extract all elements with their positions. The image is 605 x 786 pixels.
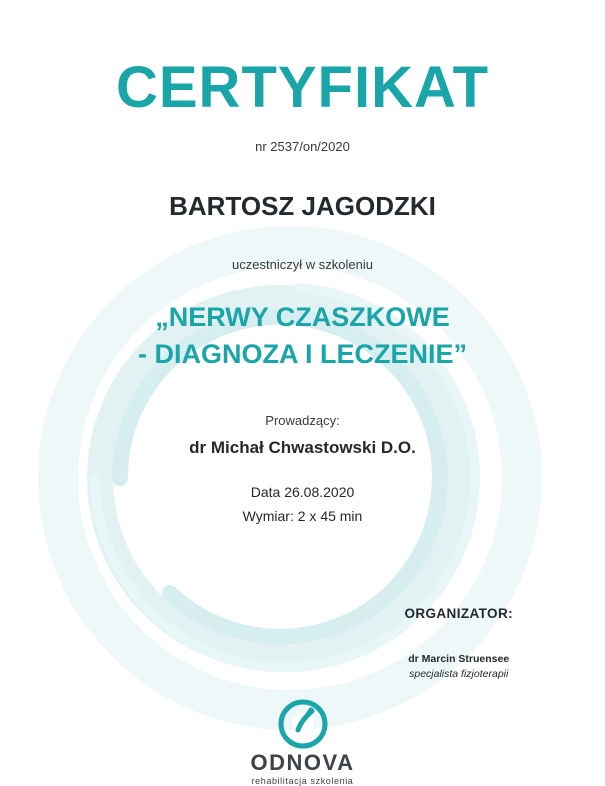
lead-name: dr Michał Chwastowski D.O. (189, 438, 416, 458)
duration-line: Wymiar: 2 x 45 min (242, 508, 363, 525)
odnova-ring-icon (277, 698, 329, 750)
organizer-block (404, 606, 513, 680)
course-title-line-1: „NERWY CZASZKOWE (155, 301, 450, 332)
odnova-logo (223, 698, 383, 786)
page-title: CERTYFIKAT (115, 55, 489, 120)
organizer-label: ORGANIZATOR: (404, 606, 513, 621)
lead-label: Prowadzący: (265, 413, 340, 429)
participation-text: uczestniczył w szkoleniu (232, 256, 373, 272)
certificate-number: nr 2537/on/2020 (255, 138, 350, 154)
date-line: Data 26.08.2020 (250, 484, 355, 501)
recipient-name: BARTOSZ JAGODZKI (169, 190, 436, 221)
organizer-name: dr Marcin Struensee (408, 653, 510, 665)
course-title (0, 299, 605, 374)
organizer-role: specjalista fizjoterapii (409, 668, 509, 680)
logo-tagline: rehabilitacja szkolenia (251, 776, 354, 786)
logo-name: ODNOVA (250, 750, 355, 775)
course-title-line-2: - DIAGNOZA I LECZENIE” (138, 339, 467, 370)
certificate-document (0, 55, 605, 786)
